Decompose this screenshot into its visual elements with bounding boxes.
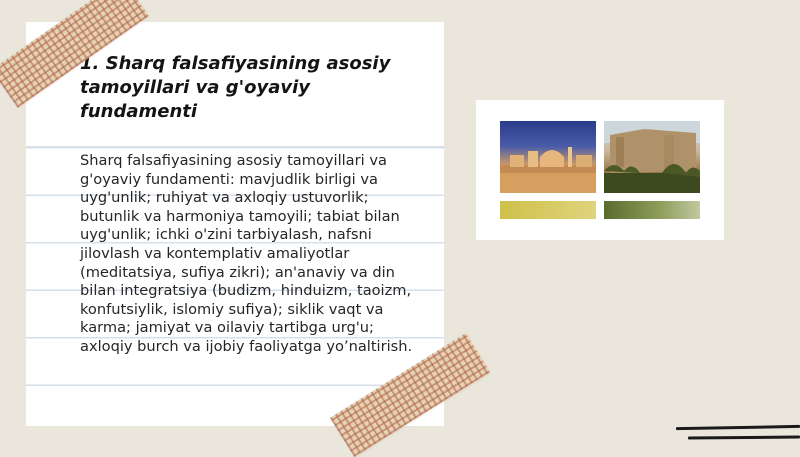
paper-divider-line <box>26 146 444 148</box>
decorative-line <box>676 425 800 430</box>
fortress-silhouette-icon <box>604 121 700 193</box>
photo-ancient-fortress <box>604 121 700 193</box>
city-silhouette-icon <box>500 121 596 193</box>
decorative-line <box>688 436 800 440</box>
color-swatch-green <box>604 201 700 219</box>
color-swatch-yellow <box>500 201 596 219</box>
slide-title: 1. Sharq falsafiyasining asosiy tamoyillari va g'oyaviy fundamenti <box>80 53 391 122</box>
slide-body-text: Sharq falsafiyasining asosiy tamoyillari va g'oyaviy fundamenti: mavjudlik birligi va uyg'unlik; ruhiyat va axloqiy ustuvorlik; butunlik va harmoniya tamoyili; tabiat bilan uyg'unlik; ichki o'zini tarbiyalash, nafsni jilovlash va kontemplativ amaliyotlar (meditatsiya, sufiya zikri); an'anaviy va din bilan integratsiya (budizm, hinduizm, taoizm, konfutsiylik, islomiy sufiya); siklik vaqt va karma; jamiyat va oilaviy tartibga urg'u; axloqiy burch va ijobiy faoliyatga yo’naltirish. <box>80 152 413 355</box>
photo-city-at-dusk <box>500 121 596 193</box>
photo-card <box>476 100 724 240</box>
